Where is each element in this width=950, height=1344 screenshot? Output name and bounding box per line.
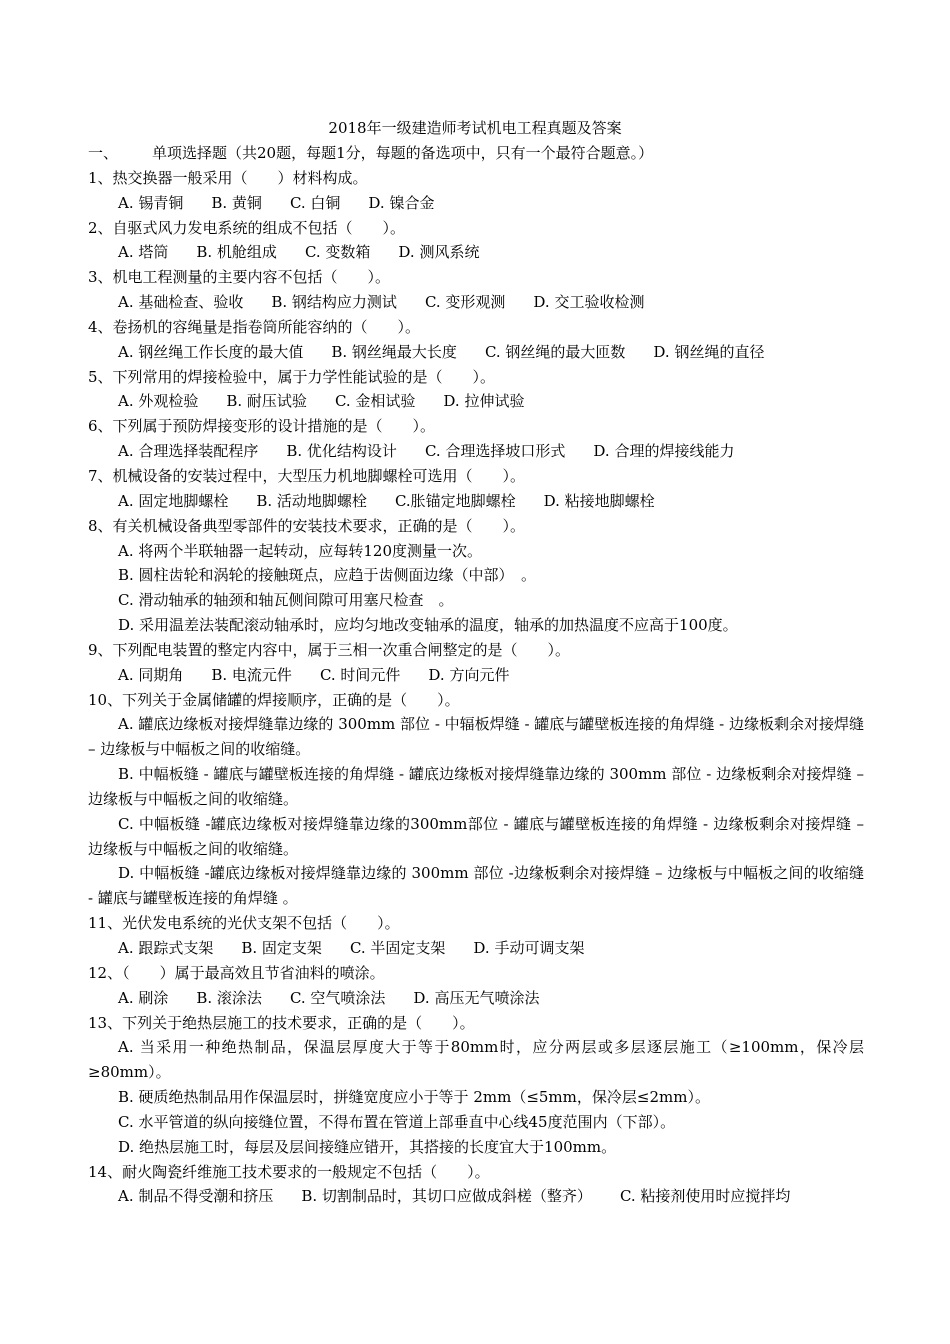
option: C. 空气喷涂法 (289, 988, 386, 1007)
answer-options (88, 489, 864, 514)
answer-options (88, 936, 864, 961)
option: D. 方向元件 (428, 665, 510, 684)
answer-options (88, 240, 864, 265)
option: B. 固定支架 (241, 939, 322, 957)
answer-options (88, 1184, 864, 1209)
option: C. 粘接剂使用时应搅拌均 (619, 1187, 791, 1206)
option: A. 刷涂 (118, 988, 169, 1007)
option: B. 钢丝绳最大长度 (331, 342, 457, 361)
section-heading (88, 141, 864, 166)
option-paragraph: B. 硬质绝热制品用作保温层时，拼缝宽度应小于等于 2mm（≤5mm，保冷层≤2mm）。 (118, 1088, 710, 1107)
answer-options (88, 439, 864, 464)
option: C. 变形观测 (424, 293, 506, 312)
option-line: B. 圆柱齿轮和涡轮的接触斑点，应趋于齿侧面边缘（中部） 。 (118, 566, 537, 585)
option: A. 塔筒 (118, 243, 169, 262)
option: A. 外观检验 (118, 392, 199, 411)
document-title: 2018年一级建造师考试机电工程真题及答案 (328, 119, 622, 137)
section-text: 单项选择题（共20题，每题1分，每题的备选项中，只有一个最符合题意。） (152, 144, 654, 162)
option-paragraph: C. 水平管道的纵向接缝位置，不得布置在管道上部垂直中心线45度范围内（下部）。 (118, 1112, 676, 1131)
answer-options (88, 290, 864, 315)
option: C.胀锚定地脚螺栓 (394, 491, 516, 510)
question-stem: 12、（ ）属于最高效且节省油料的喷涂。 (88, 963, 385, 982)
option-line: C. 滑动轴承的轴颈和轴瓦侧间隙可用塞尺检查 。 (118, 591, 454, 610)
question-stem: 3、机电工程测量的主要内容不包括（ ）。 (88, 268, 391, 287)
option: C. 时间元件 (319, 665, 401, 684)
option: A. 锡青铜 (118, 193, 184, 212)
answer-options (88, 389, 864, 414)
option: A. 固定地脚螺栓 (118, 491, 229, 510)
option: C. 合理选择坡口形式 (424, 442, 566, 461)
question-stem: 7、机械设备的安装过程中，大型压力机地脚螺栓可选用（ ）。 (88, 466, 526, 485)
question-stem: 1、热交换器一般采用（ ）材料构成。 (88, 168, 368, 187)
answer-options (88, 986, 864, 1011)
question-stem: 14、耐火陶瓷纤维施工技术要求的一般规定不包括（ ）。 (88, 1162, 490, 1181)
option: C. 白铜 (289, 193, 341, 212)
option: D. 合理的焊接线能力 (593, 442, 735, 461)
option-paragraph: C. 中幅板缝 -罐底边缘板对接焊缝靠边缘的300mm部位 - 罐底与罐壁板连接的角焊缝 - 边缘板剩余对接焊缝 – 边缘板与中幅板之间的收缩缝。 (88, 814, 864, 858)
option: C. 半固定支架 (349, 939, 446, 957)
document-body (88, 141, 864, 1209)
question-stem: 5、下列常用的焊接检验中，属于力学性能试验的是（ ）。 (88, 367, 496, 386)
question-stem: 9、下列配电装置的整定内容中，属于三相一次重合闸整定的是（ ）。 (88, 640, 571, 659)
section-number: 一、 (88, 144, 119, 162)
option: B. 切割制品时，其切口应做成斜槎（整齐） (301, 1187, 592, 1206)
option: B. 耐压试验 (226, 392, 307, 411)
question-stem: 8、有关机械设备典型零部件的安装技术要求，正确的是（ ）。 (88, 516, 526, 535)
answer-options (88, 191, 864, 216)
option: D. 高压无气喷涂法 (413, 988, 540, 1007)
option: A. 跟踪式支架 (118, 939, 214, 957)
question-stem: 4、卷扬机的容绳量是指卷筒所能容纳的（ ）。 (88, 317, 421, 336)
option-paragraph: D. 中幅板缝 -罐底边缘板对接焊缝靠边缘的 300mm 部位 -边缘板剩余对接焊缝 – 边缘板与中幅板之间的收缩缝 - 罐底与罐壁板连接的角焊缝 。 (88, 864, 864, 908)
option: D. 测风系统 (398, 243, 480, 262)
question-stem: 2、自驱式风力发电系统的组成不包括（ ）。 (88, 218, 406, 237)
option: B. 活动地脚螺栓 (256, 491, 367, 510)
option: A. 同期角 (118, 665, 184, 684)
option: B. 黄铜 (211, 193, 262, 212)
option: B. 电流元件 (211, 665, 292, 684)
option: B. 机舱组成 (196, 243, 277, 262)
question-stem: 6、下列属于预防焊接变形的设计措施的是（ ）。 (88, 417, 436, 436)
option: D. 交工验收检测 (533, 293, 645, 312)
answer-options (88, 663, 864, 688)
option: C. 金相试验 (334, 392, 416, 411)
option: D. 钢丝绳的直径 (653, 342, 765, 361)
option: A. 钢丝绳工作长度的最大值 (118, 342, 304, 361)
option: B. 钢结构应力测试 (271, 293, 397, 312)
option: A. 基础检查、验收 (118, 293, 244, 312)
question-stem: 13、下列关于绝热层施工的技术要求，正确的是（ ）。 (88, 1013, 475, 1032)
option: A. 合理选择装配程序 (118, 442, 259, 461)
option: B. 滚涂法 (196, 988, 262, 1007)
option-paragraph: A. 当采用一种绝热制品，保温层厚度大于等于80mm时，应分两层或多层逐层施工（≥100mm，保冷层≥80mm）。 (88, 1038, 864, 1082)
option: D. 粘接地脚螺栓 (543, 491, 655, 510)
option: C. 变数箱 (304, 243, 371, 262)
option: B. 优化结构设计 (286, 442, 397, 461)
option-paragraph: D. 绝热层施工时，每层及层间接缝应错开，其搭接的长度宜大于100mm。 (118, 1137, 617, 1156)
option-paragraph: B. 中幅板缝 - 罐底与罐壁板连接的角焊缝 - 罐底边缘板对接焊缝靠边缘的 300mm 部位 - 边缘板剩余对接焊缝 – 边缘板与中幅板之间的收缩缝。 (88, 765, 864, 808)
option: D. 拉伸试验 (443, 392, 525, 411)
option-line: D. 采用温差法装配滚动轴承时，应均匀地改变轴承的温度，轴承的加热温度不应高于100度。 (118, 616, 738, 635)
option: D. 镍合金 (368, 193, 435, 212)
option: D. 手动可调支架 (473, 939, 585, 957)
question-stem: 11、光伏发电系统的光伏支架不包括（ ）。 (88, 914, 400, 933)
answer-options (88, 340, 864, 365)
option: C. 钢丝绳的最大匝数 (484, 342, 626, 361)
question-stem: 10、下列关于金属储罐的焊接顺序，正确的是（ ）。 (88, 690, 460, 709)
option-paragraph: A. 罐底边缘板对接焊缝靠边缘的 300mm 部位 - 中辐板焊缝 - 罐底与罐壁板连接的角焊缝 - 边缘板剩余对接焊缝 – 边缘板与中幅板之间的收缩缝。 (88, 715, 864, 759)
option: A. 制品不得受潮和挤压 (118, 1187, 274, 1206)
option-line: A. 将两个半联轴器一起转动，应每转120度测量一次。 (118, 541, 483, 560)
